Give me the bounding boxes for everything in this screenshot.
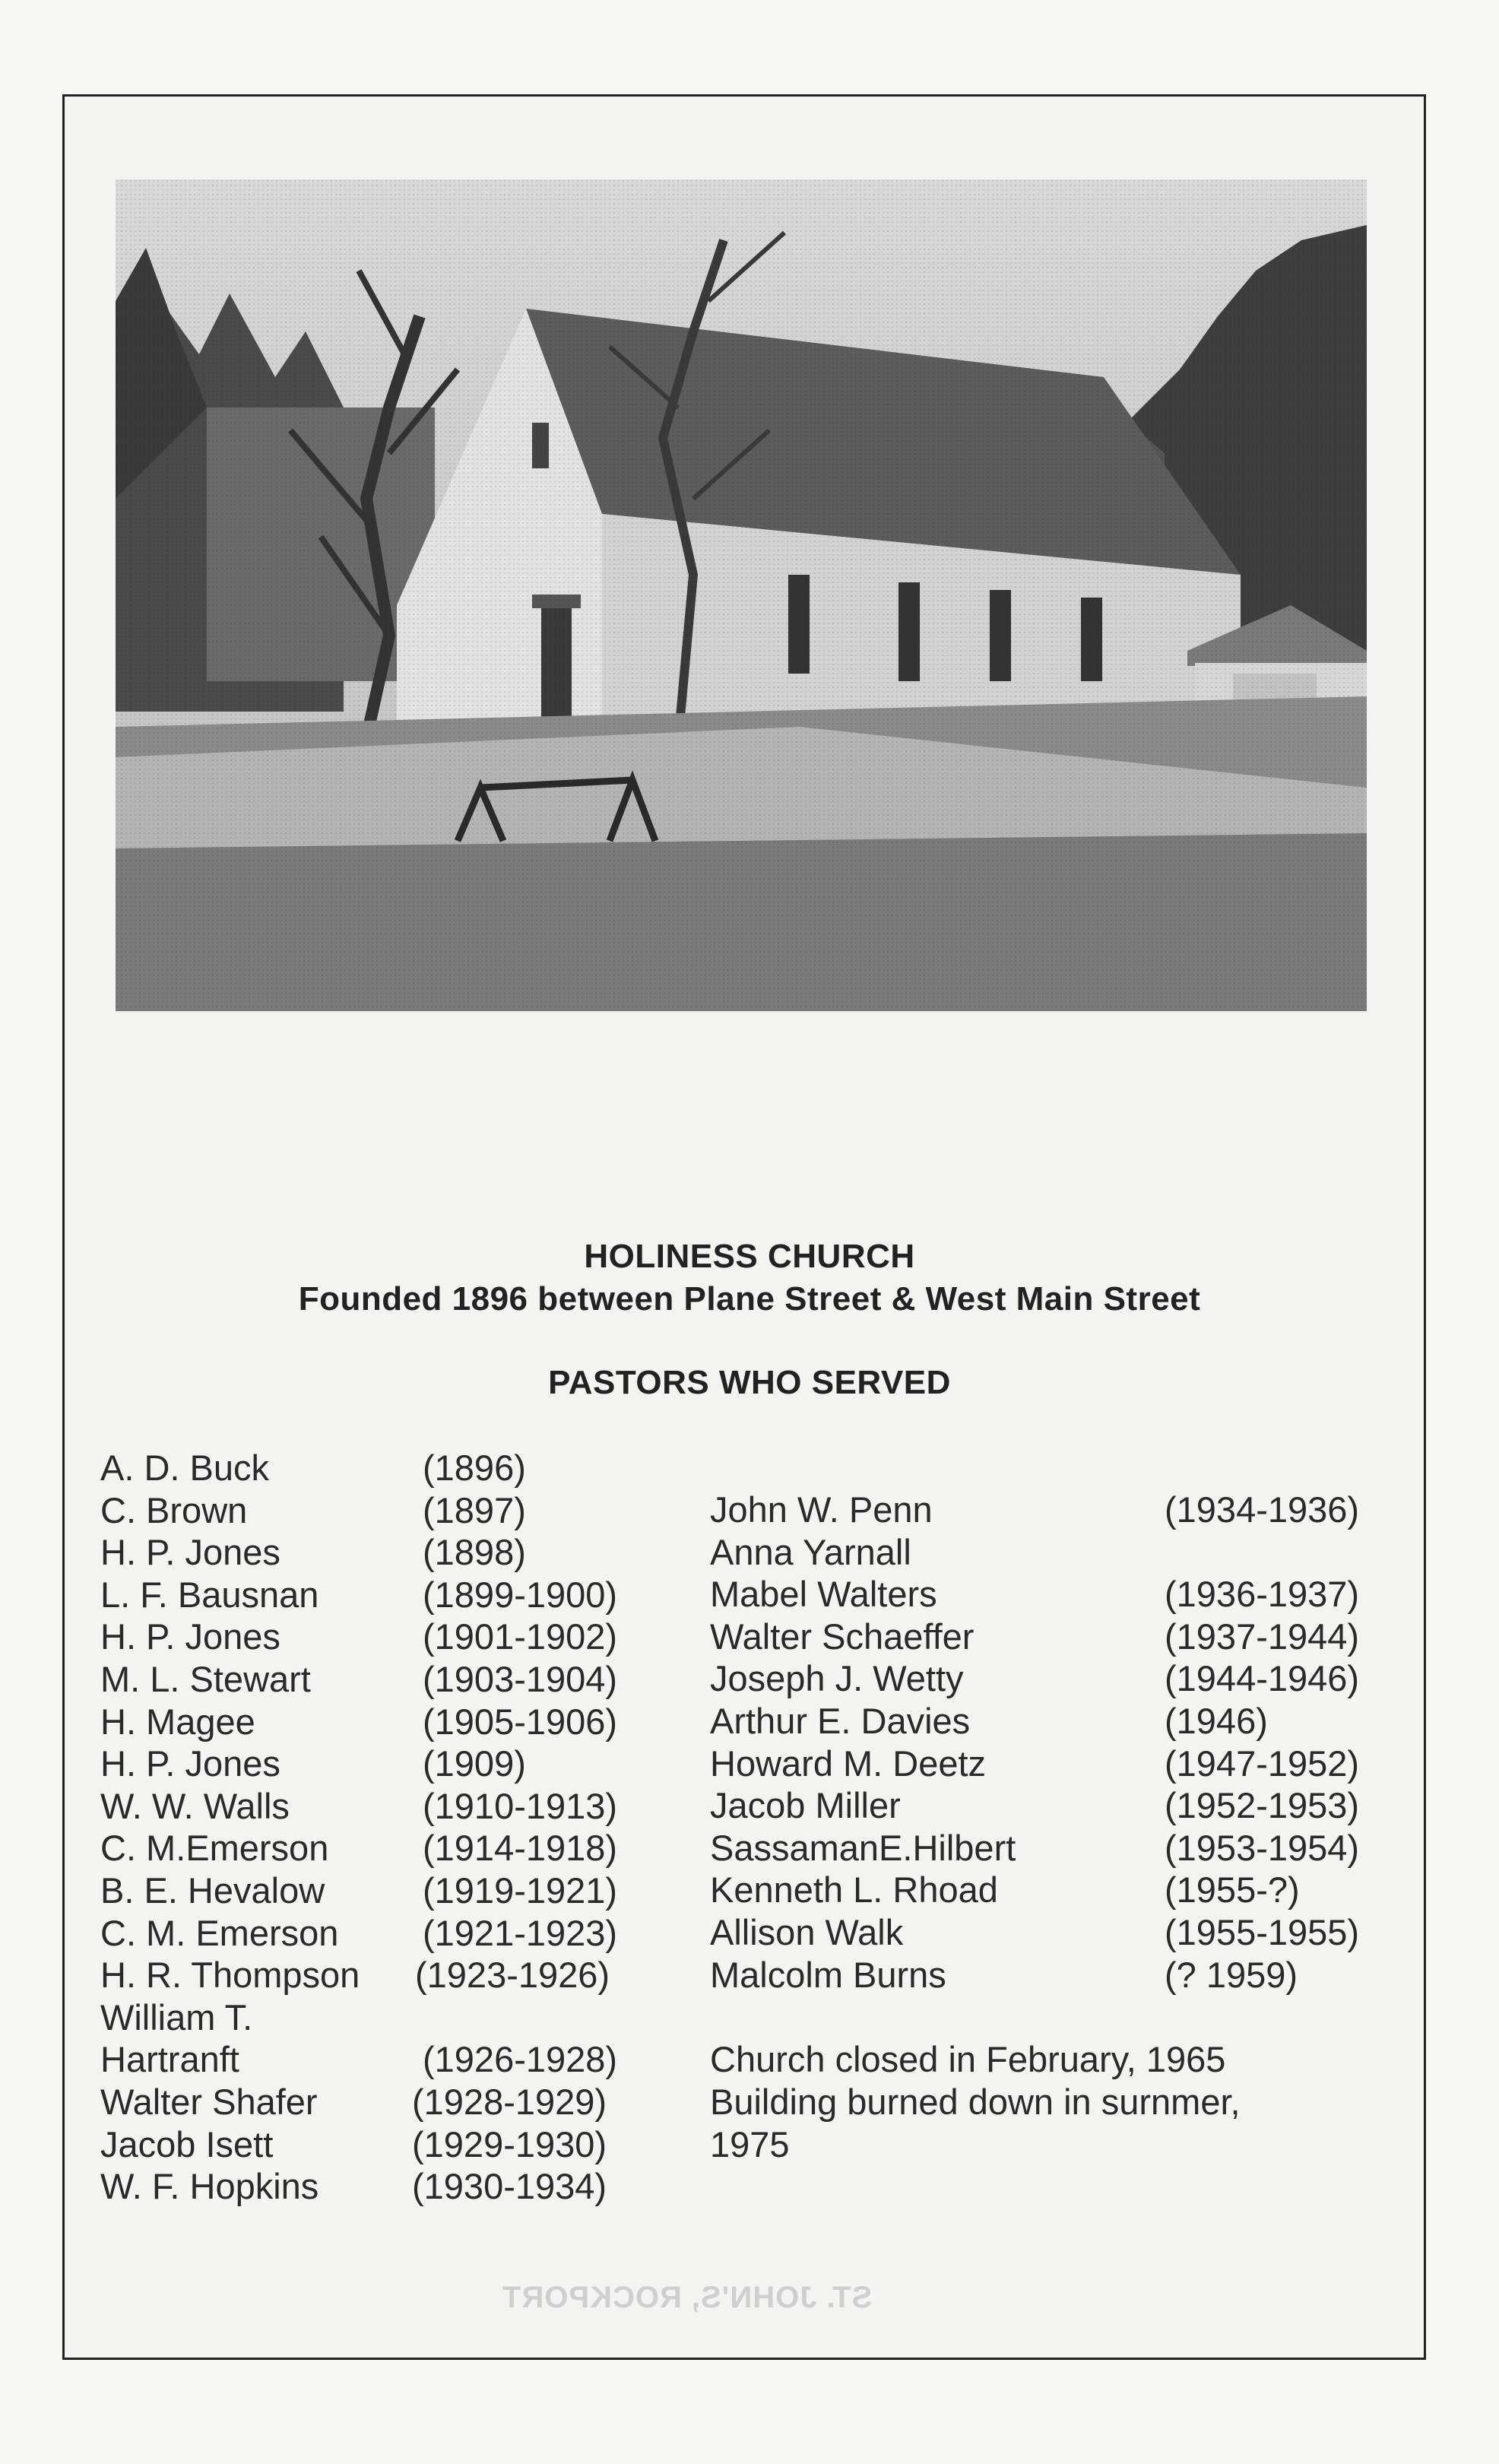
right-pastor-year: (1936-1937): [1165, 1574, 1360, 1615]
left-pastor-names: [100, 1447, 360, 2208]
left-pastor-name: H. P. Jones: [100, 1532, 280, 1573]
right-pastor-year: (1946): [1165, 1700, 1268, 1741]
left-pastor-name: M. L. Stewart: [100, 1658, 311, 1699]
left-pastor-name: H. P. Jones: [100, 1743, 280, 1784]
right-pastor-name: SassamanE.Hilbert: [710, 1827, 1016, 1868]
right-pastor-year: (1947-1952): [1165, 1743, 1360, 1784]
left-pastor-year: (1926-1928): [423, 2039, 618, 2080]
left-pastor-years: [412, 1447, 618, 2208]
left-pastor-year: (1923-1926): [415, 1955, 610, 1996]
left-pastor-name: B. E. Hevalow: [100, 1869, 325, 1911]
note-closed: Church closed in February, 1965: [710, 2039, 1226, 2079]
right-pastor-name: Howard M. Deetz: [710, 1743, 987, 1784]
left-pastor-year: (1899-1900): [423, 1574, 618, 1615]
left-pastor-year: (1929-1930): [412, 2123, 607, 2164]
right-pastor-name: Walter Schaeffer: [710, 1616, 975, 1657]
right-pastor-year: (1937-1944): [1165, 1616, 1360, 1657]
right-pastor-year: [1165, 1531, 1359, 1574]
left-pastor-name: C. M. Emerson: [100, 1912, 339, 1953]
church-name: HOLINESS CHURCH: [584, 1238, 915, 1275]
left-pastor-name: W. F. Hopkins: [100, 2166, 319, 2207]
left-pastor-name: H. P. Jones: [100, 1616, 280, 1657]
right-pastor-name: Jacob Miller: [710, 1785, 901, 1826]
left-pastor-year: (1903-1904): [423, 1658, 618, 1699]
left-pastor-name: L. F. Bausnan: [100, 1574, 319, 1615]
left-pastor-year: (1896): [423, 1448, 526, 1488]
founded-line: Founded 1896 between Plane Street & West Main Street: [298, 1280, 1201, 1318]
left-pastor-name: H. Magee: [100, 1701, 255, 1742]
right-pastor-name: Mabel Walters: [710, 1574, 937, 1615]
right-pastor-year: (1952-1953): [1165, 1785, 1360, 1826]
note-burned: Building burned down in surnmer,: [710, 2082, 1241, 2122]
pastors-heading: PASTORS WHO SERVED: [548, 1364, 951, 1401]
left-pastor-name: W. W. Walls: [100, 1785, 290, 1826]
left-pastor-year: (1910-1913): [423, 1785, 618, 1826]
left-pastor-year: (1897): [423, 1489, 526, 1530]
left-pastor-year: (1928-1929): [412, 2081, 607, 2122]
right-pastor-name: Malcolm Burns: [710, 1954, 946, 1995]
left-pastor-name: C. Brown: [100, 1489, 248, 1530]
left-pastor-name: Jacob Isett: [100, 2123, 274, 2164]
left-pastor-year: [423, 1996, 617, 2039]
right-pastor-name: Allison Walk: [710, 1911, 904, 1952]
left-pastor-year: (1909): [423, 1743, 526, 1784]
right-pastor-year: (1955-?): [1165, 1869, 1300, 1911]
note-burned-year: 1975: [710, 2124, 790, 2164]
church-photo-icon: [116, 179, 1367, 1011]
right-pastor-year: (1953-1954): [1165, 1827, 1360, 1868]
left-pastor-name: H. R. Thompson: [100, 1955, 360, 1996]
left-pastor-name: Walter Shafer: [100, 2081, 318, 2122]
right-pastor-names: [710, 1489, 1016, 1996]
left-pastor-year: (1898): [423, 1532, 526, 1573]
right-pastor-name: Anna Yarnall: [710, 1531, 911, 1572]
left-pastor-name: William T.: [100, 1996, 253, 2037]
left-pastor-year: (1901-1902): [423, 1616, 618, 1657]
right-pastor-year: (? 1959): [1165, 1954, 1298, 1995]
right-pastor-year: (1944-1946): [1165, 1658, 1360, 1699]
right-pastor-name: John W. Penn: [710, 1489, 933, 1530]
left-pastor-year: (1914-1918): [423, 1828, 618, 1869]
left-pastor-year: (1921-1923): [423, 1912, 618, 1953]
right-pastor-year: (1934-1936): [1165, 1489, 1360, 1530]
right-pastor-name: Joseph J. Wetty: [710, 1658, 964, 1699]
church-photo: [116, 179, 1367, 1011]
bleed-through-text: ST. JOHN'S, ROCKPORT: [502, 2281, 873, 2314]
left-pastor-year: (1905-1906): [423, 1701, 618, 1742]
right-pastor-name: Kenneth L. Rhoad: [710, 1869, 998, 1911]
right-pastor-year: (1955-1955): [1165, 1911, 1360, 1952]
left-pastor-name: C. M.Emerson: [100, 1828, 329, 1869]
left-pastor-year: (1930-1934): [412, 2166, 607, 2207]
right-pastor-years: [1165, 1489, 1359, 1996]
left-pastor-name: A. D. Buck: [100, 1448, 270, 1488]
left-pastor-year: (1919-1921): [423, 1869, 618, 1911]
right-pastor-name: Arthur E. Davies: [710, 1700, 971, 1741]
left-pastor-name: Hartranft: [100, 2039, 239, 2080]
